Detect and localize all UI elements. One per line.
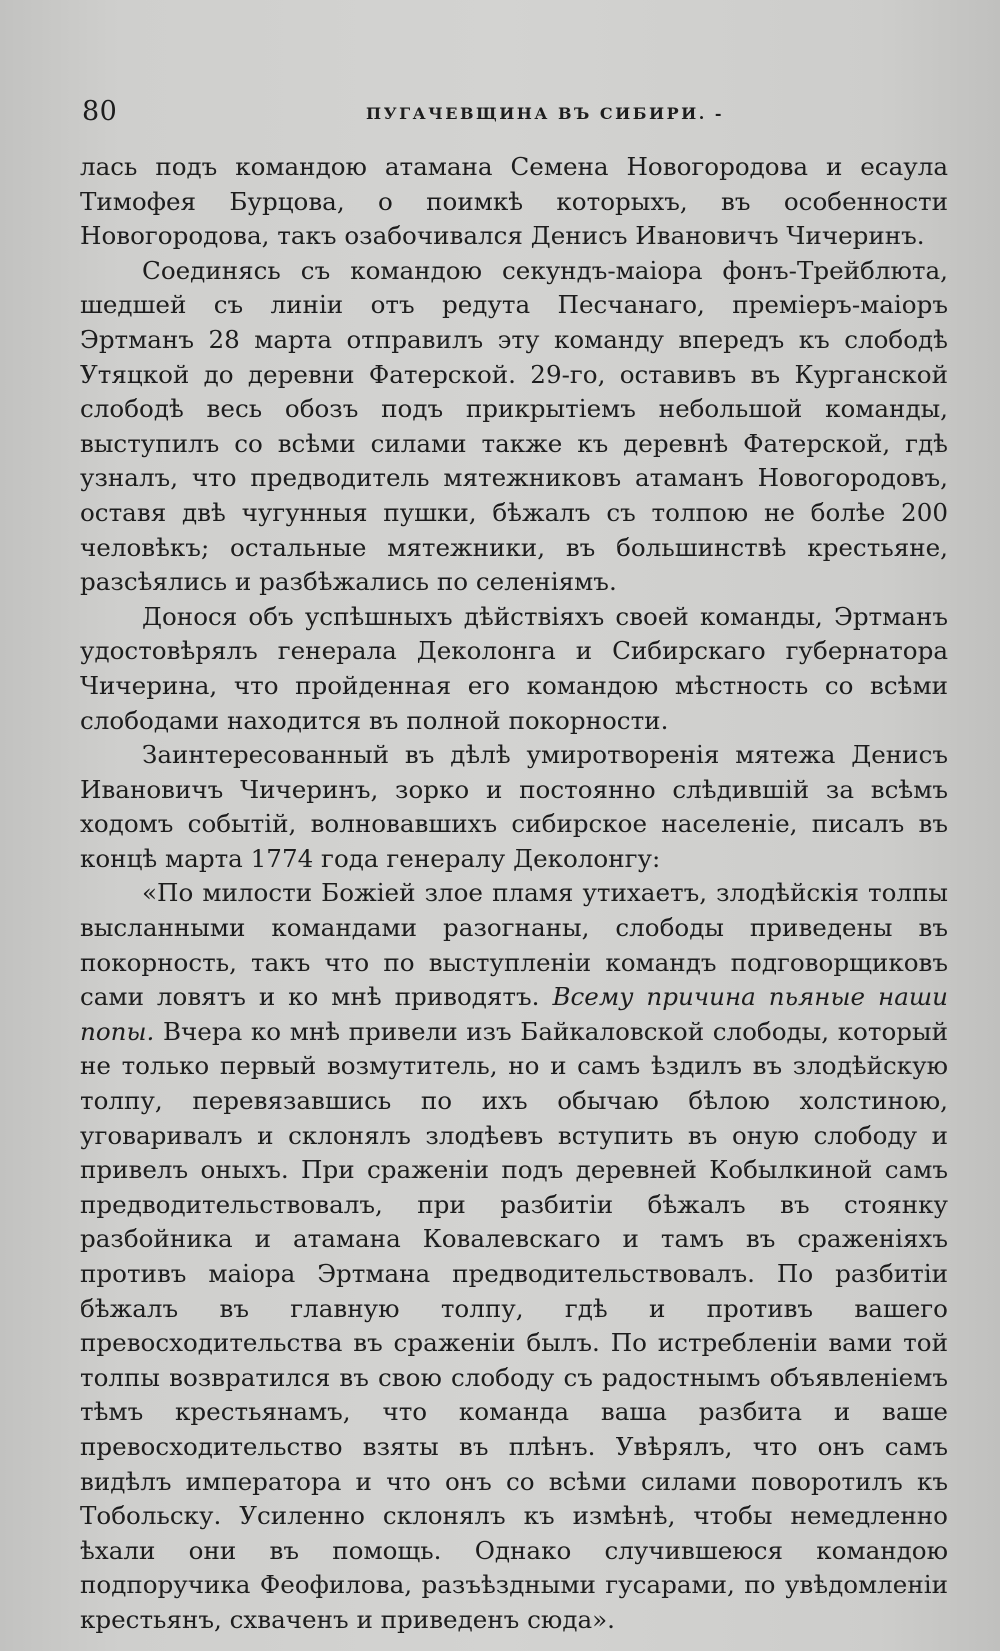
paragraph: Донося объ успѣшныхъ дѣйствіяхъ своей команды, Эртманъ удостовѣрялъ генерала Деколонга и Сибирскаго губернатора Чичерина, что пройденная его командою мѣстность со всѣми слободами находится въ полной покорности. xyxy=(80,601,948,735)
quote-italic-phrase: Всему причина пьяные наши попы. xyxy=(80,982,949,1046)
body-text xyxy=(80,150,948,1638)
paragraph: Соединясь съ командою секундъ-маіора фонъ-Трейблюта, шедшей съ линіи отъ редута Песчанаго, преміеръ-маіоръ Эртманъ 28 марта отправилъ эту команду впередъ къ слободѣ Утяцкой до деревни Фатерской. 29-го, оставивъ въ Курганской слободѣ весь обозъ подъ прикрытіемъ небольшой команды, выступилъ со всѣми силами также къ деревнѣ Фатерской, гдѣ узналъ, что предводитель мятежниковъ атаманъ Новогородовъ, оставя двѣ чугунныя пушки, бѣжалъ съ толпою не болѣе 200 человѣкъ; остальные мятежники, въ большинствѣ крестьяне, разсѣялись и разбѣжались по селеніямъ. xyxy=(80,255,948,597)
letter-quote xyxy=(80,876,948,1637)
quote-text-end: Вчера ко мнѣ привели изъ Байкаловской слободы, который не только первый возмутитель, но и самъ ѣздилъ въ злодѣйскую толпу, перевязавшись по ихъ обычаю бѣлою холстиною, уговаривалъ и склонялъ злодѣевъ вступить въ оную слободу и привелъ оныхъ. При сраженіи подъ деревней Кобылкиной самъ предводительствовалъ, при разбитіи бѣжалъ въ стоянку разбойника и атамана Ковалевскаго и тамъ въ сраженіяхъ противъ маіора Эртмана предводительствовалъ. По разбитіи бѣжалъ въ главную толпу, гдѣ и противъ вашего превосходительства въ сраженіи былъ. По истребленіи вами той толпы возвратился въ свою слободу съ радостнымъ объявленіемъ тѣмъ крестьянамъ, что команда ваша разбита и ваше превосходительство взяты въ плѣнъ. Увѣрялъ, что онъ самъ видѣлъ императора и что онъ со всѣми силами поворотилъ къ Тобольску. Усиленно склонялъ къ измѣнѣ, чтобы немедленно ѣхали они въ помощь. Однако случившеюся командою подпоручика Феофилова, разъѣздными гусарами, по увѣдомленіи крестьянъ, схваченъ и приведенъ сюда». xyxy=(80,1016,948,1634)
page-header xyxy=(82,96,948,136)
page-number: 80 xyxy=(82,96,118,127)
paragraph-continued: лась подъ командою атамана Семена Новогородова и есаула Тимофея Бурцова, о поимкѣ которыхъ, въ особенности Новогородова, такъ озабочивался Денисъ Ивановичъ Чичеринъ. xyxy=(80,152,948,251)
quote-text-start: «По милости Божіей злое пламя утихаетъ, злодѣйскія толпы высланными командами разогнаны, слободы приведены въ покорность, такъ что по выступленіи командъ подговорщиковъ сами ловятъ и ко мнѣ приводятъ. xyxy=(80,878,948,1012)
paragraph: Заинтересованный въ дѣлѣ умиротворенія мятежа Денисъ Ивановичъ Чичеринъ, зорко и постоянно слѣдившій за всѣмъ ходомъ событій, волновавшихъ сибирское населеніе, писалъ въ концѣ марта 1774 года генералу Деколонгу: xyxy=(80,740,948,873)
running-head: ПУГАЧЕВЩИНА ВЪ СИБИРИ. - xyxy=(366,104,724,123)
